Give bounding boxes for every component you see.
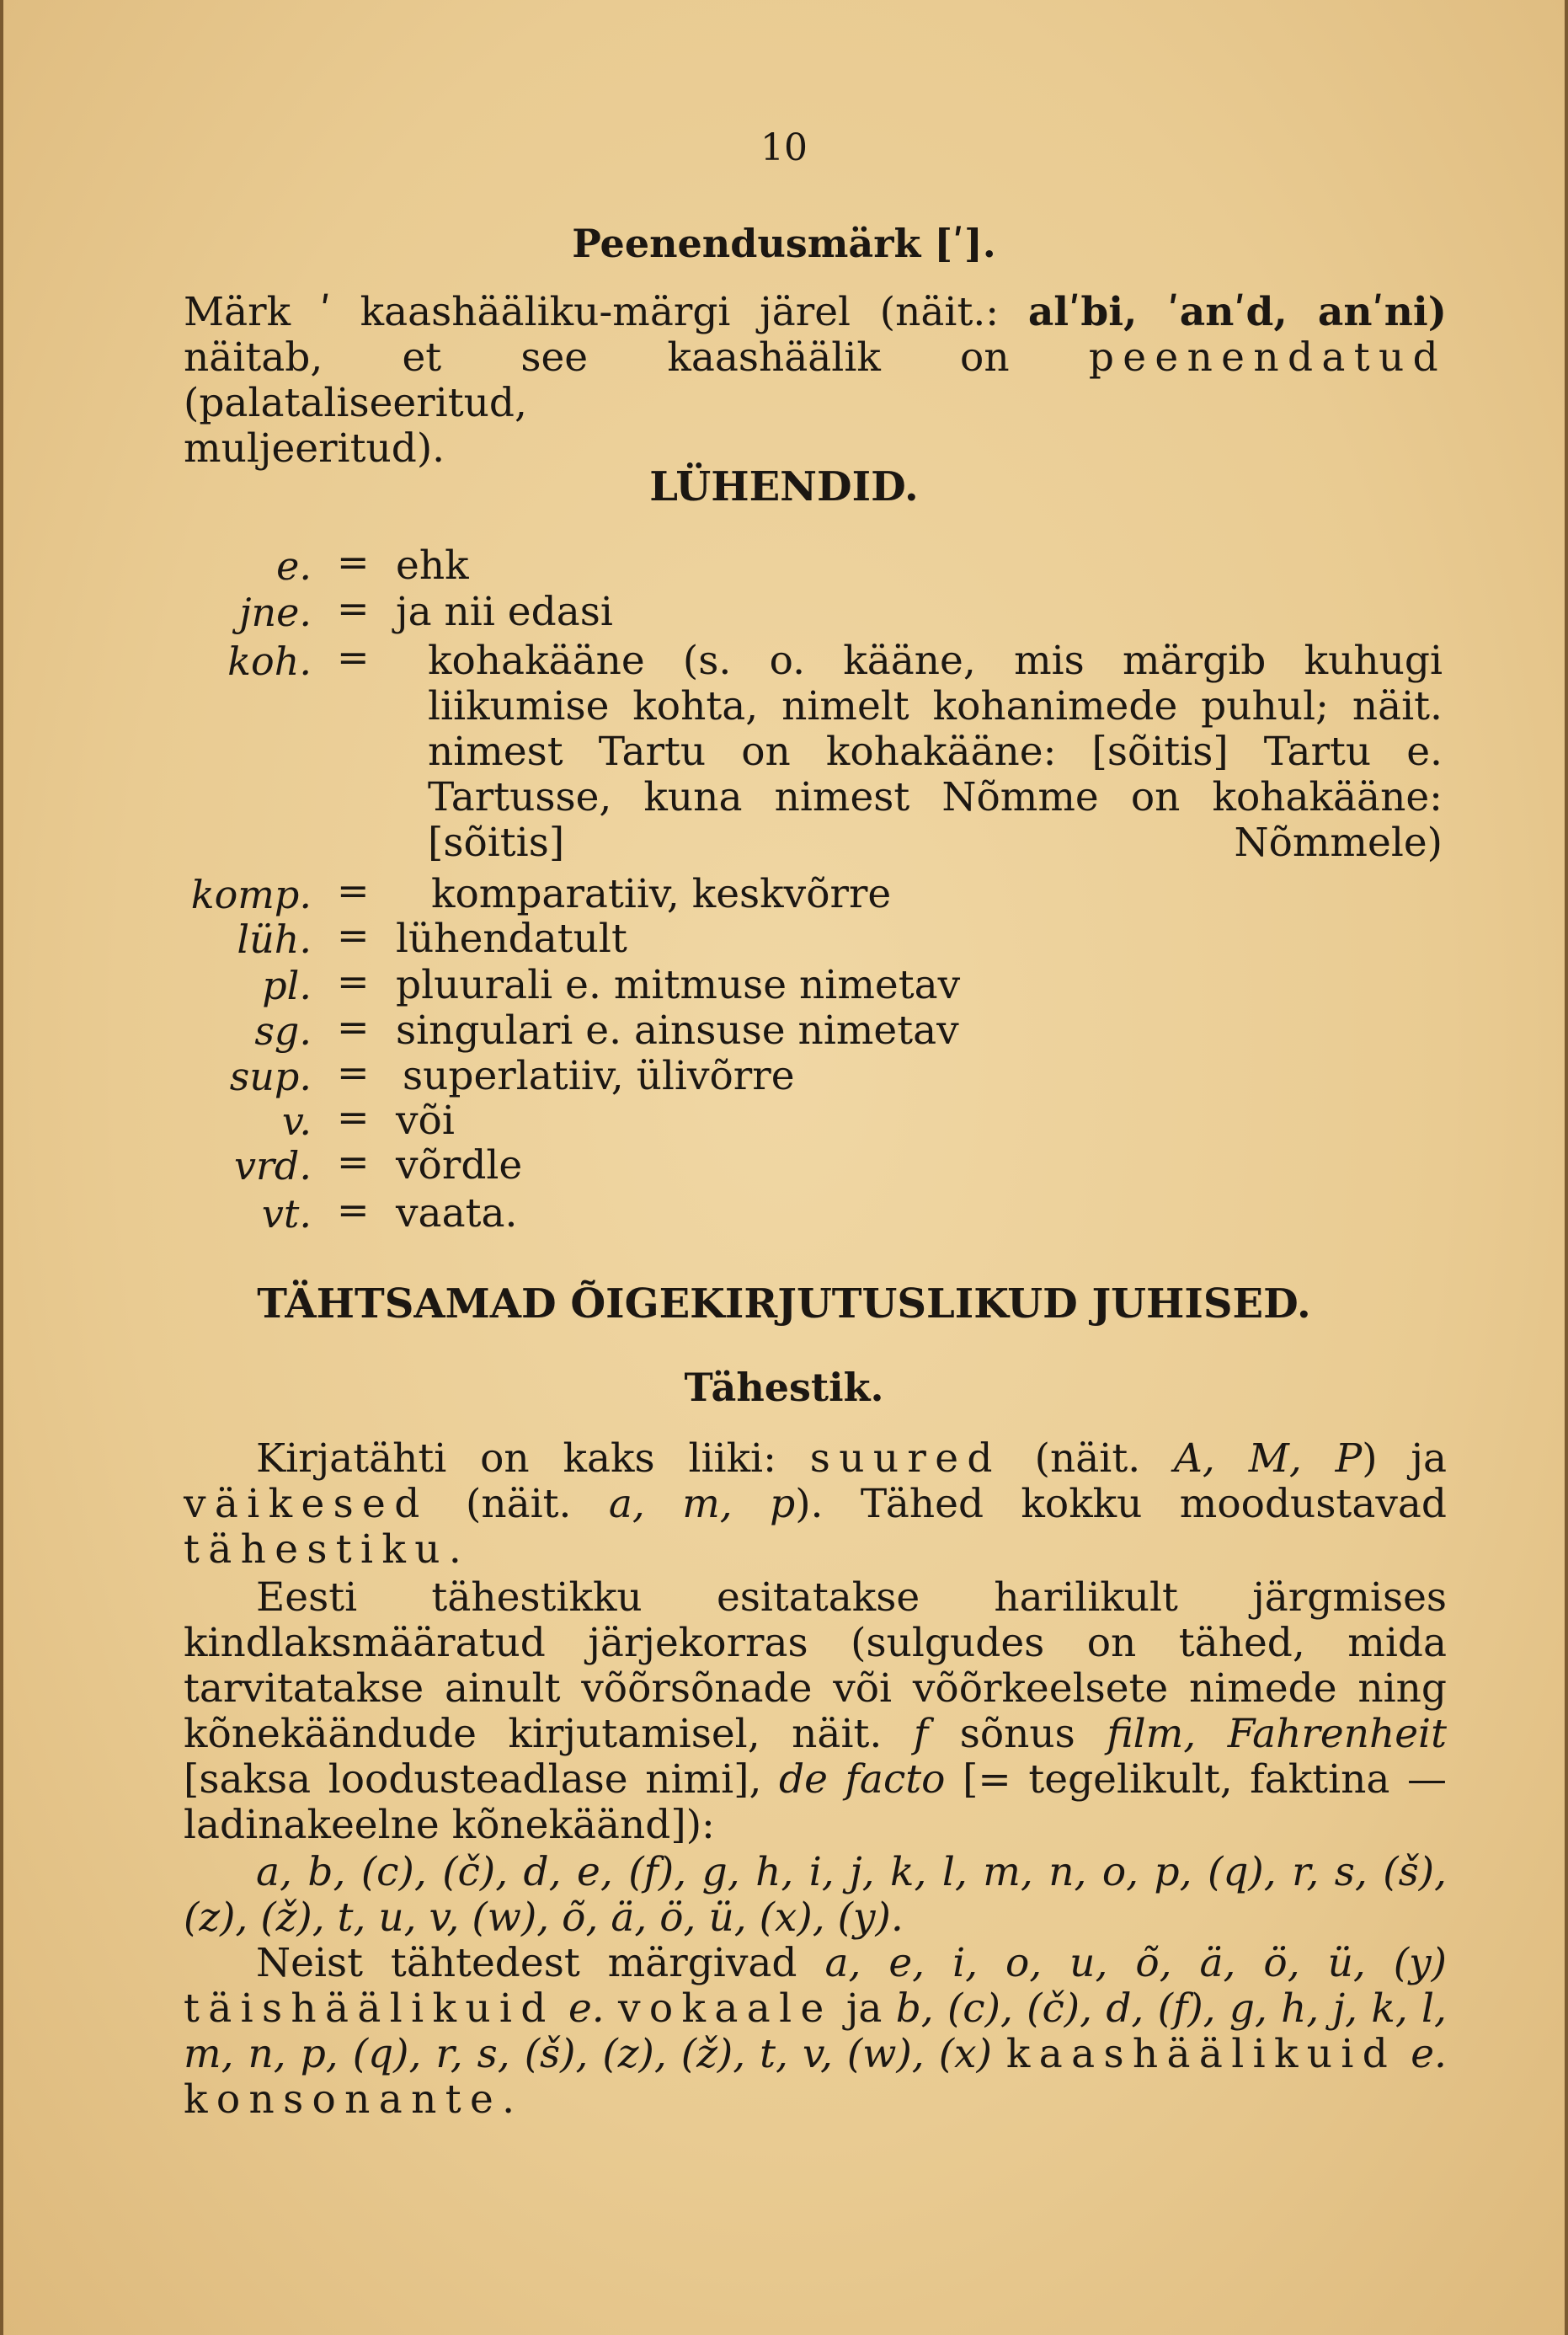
abbr-e: e. [276,543,312,589]
abbr-vt: vt. [261,1191,312,1237]
abbr-koh: koh. [227,639,312,684]
equals-sign: = [337,1094,370,1140]
equals-sign: = [337,634,370,680]
def-koh: kohakääne (s. o. kääne, mis märgib kuhugi liikumise kohta, nimelt kohanimede puhul; näit. nimest Tartu on kohakääne: [sõitis] Tartu e. Tartusse, kuna nimest Nõmme on kohakääne: [sõitis] Nõmmele) [428,638,1443,866]
term-vokaale: vokaale [618,1985,833,2032]
softening-line-1: Märk ʹ kaashääliku-märgi järel (näit.: alʹbi, ʹanʹd, anʹni) [184,289,1447,335]
equals-sign: = [337,868,370,913]
paragraph-letter-types: Kirjatähti on kaks liiki: suured (näit. A, M, P) ja väikesed (näit. a, m, p). Tähed kokku moodustavad tähestiku. [184,1435,1448,1573]
abbr-sup: sup. [229,1054,312,1099]
def-vrd: võrdle [396,1142,523,1189]
abbr-v: v. [281,1098,312,1144]
abbr-komp: komp. [190,872,312,917]
page-number: 10 [760,126,808,169]
heading-softening-mark: Peenendusmärk [ʹ]. [572,221,996,266]
def-sup: superlatiiv, ülivõrre [403,1053,795,1099]
term-konsonante: konsonante [184,2076,503,2123]
term-peenendatud: peenendatud [1088,334,1447,381]
alphabet-listing [184,1850,1447,1941]
term-kaashaalikuid: kaashäälikuid [1005,2031,1397,2077]
def-vt: vaata. [396,1190,518,1237]
equals-sign: = [337,539,370,585]
term-tahestiku: tähestiku [184,1526,449,1573]
softening-examples: alʹbi, ʹanʹd, anʹni) [1027,289,1447,335]
abbr-luh: lüh. [237,916,312,962]
heading-alphabet: Tähestik. [684,1365,884,1410]
def-pl: pluurali e. mitmuse nimetav [396,962,961,1008]
page-edge-right [1565,0,1568,2335]
equals-sign: = [337,959,370,1004]
equals-sign: = [337,1139,370,1184]
equals-sign: = [337,1004,370,1050]
abbr-sg: sg. [254,1008,312,1054]
equals-sign: = [337,1050,370,1095]
def-luh: lühendatult [396,916,627,962]
softening-line-3: muljeeritud). [184,425,445,472]
softening-line-2: näitab, et see kaashäälik on peenendatud (palataliseeritud, [184,334,1447,426]
heading-spelling-rules: TÄHTSAMAD ÕIGEKIRJUTUSLIKUD JUHISED. [257,1280,1311,1328]
paragraph-vowels-consonants: Neist tähtedest märgivad a, e, i, o, u, õ, ä, ö, ü, (y) täishäälikuid e. vokaale ja b, (c), (č), d, (f), g, h, j, k, l, m, n, p, (q), r, s, (š), (z), (ž), t, v, (w), (x) kaashäälikuid e. konsonante. [184,1940,1447,2123]
vowel-list: a, e, i, o, u, õ, ä, ö, ü, (y) [824,1940,1447,1986]
def-jne: ja nii edasi [396,589,613,635]
def-e: ehk [396,542,469,589]
consonant-list: b, (c), (č), d, (f), g, h, j, k, l, m, n, p, (q), r, s, (š), (z), (ž), t, v, (w), (x) [184,1985,1447,2077]
def-sg: singulari e. ainsuse nimetav [396,1007,959,1054]
term-taishaalikuid: täishäälikuid [184,1985,555,2032]
term-vaikesed: väikesed [184,1481,429,1527]
equals-sign: = [337,912,370,958]
abbr-pl: pl. [262,963,312,1008]
heading-abbreviations: LÜHENDID. [649,463,919,510]
abbr-jne: jne. [239,590,312,635]
alphabet-line-2: (z), (ž), t, u, v, (w), õ, ä, ö, ü, (x), (y). [184,1894,904,1941]
softening-paragraph [184,290,1447,472]
alphabet-line-1: a, b, (c), (č), d, e, (f), g, h, i, j, k, l, m, n, o, p, (q), r, s, (š), [256,1849,1447,1895]
equals-sign: = [337,585,370,631]
def-v: või [396,1098,455,1144]
page-edge-left [0,0,3,2335]
abbr-vrd: vrd. [233,1143,312,1189]
term-suured: suured [809,1435,1001,1482]
def-komp: komparatiiv, keskvõrre [431,871,892,917]
paragraph-alphabet-order: Eesti tähestikku esitatakse harilikult järgmises kindlaksmääratud järjekorras (sulgudes on tähed, mida tarvitatakse ainult võõrsõnade või võõrkeelsete nimede ning kõnekäändude kirjutamisel, näit. f sõnus film, Fahrenheit [saksa loodusteadlase nimi], de facto [= tegelikult, faktina — ladinakeelne kõnekäänd]): [184,1574,1447,1848]
equals-sign: = [337,1187,370,1232]
